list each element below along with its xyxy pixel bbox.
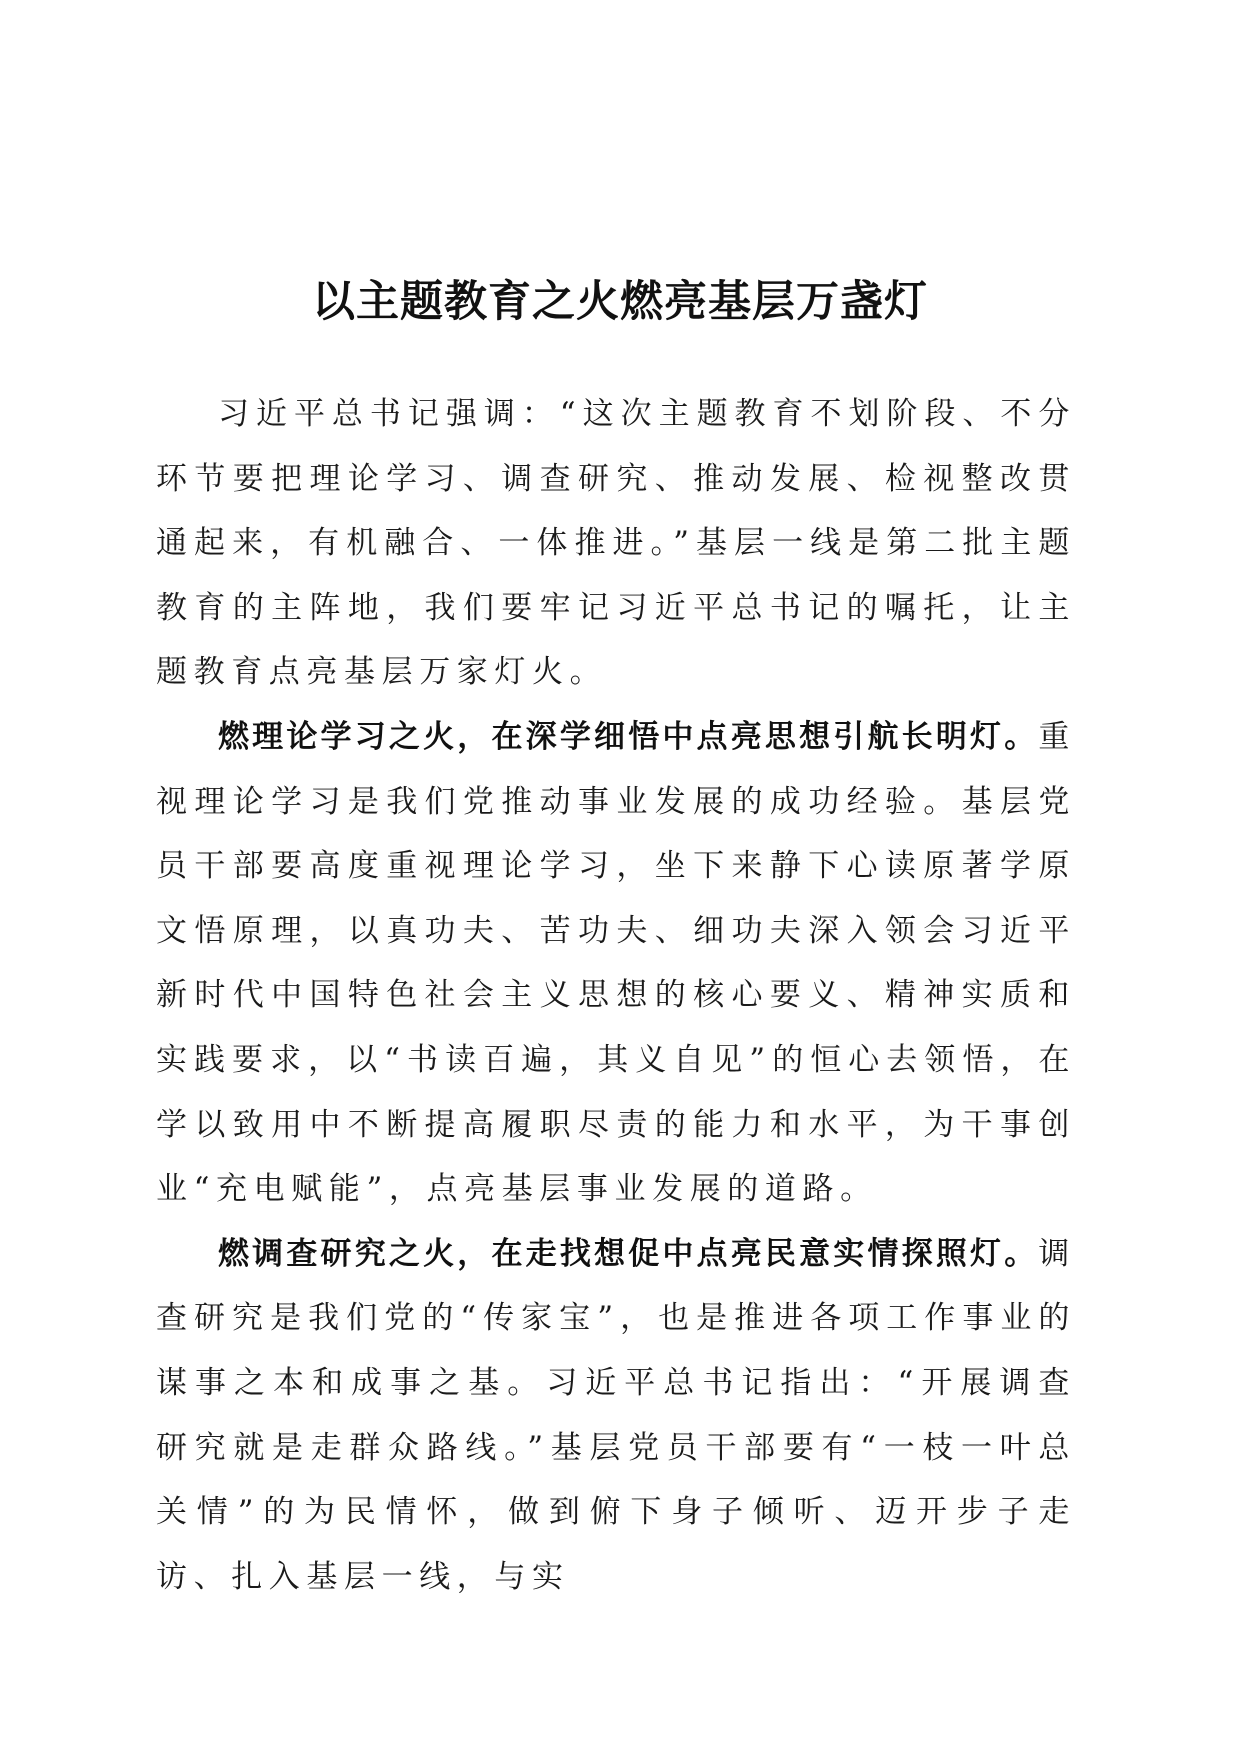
paragraph-intro-text: 习近平总书记强调：“这次主题教育不划阶段、不分环节要把理论学习、调查研究、推动发展、检视整改贯通起来，有机融合、一体推进。”基层一线是第二批主题教育的主阵地，我们要牢记习近平总书记的嘱托，让主题教育点亮基层万家灯火。 [156,396,1076,691]
paragraph-theory-study-heading: 燃理论学习之火，在深学细悟中点亮思想引航长明灯。 [218,718,1039,755]
document-title: 以主题教育之火燃亮基层万盏灯 [312,276,928,327]
paragraph-investigation-heading: 燃调查研究之火，在走找想促中点亮民意实情探照灯。 [218,1235,1039,1272]
paragraph-intro [156,382,1076,705]
paragraph-theory-study [156,705,1076,1222]
paragraph-investigation [156,1222,1076,1610]
document-body [156,382,1076,1609]
paragraph-theory-study-text: 重视理论学习是我们党推动事业发展的成功经验。基层党员干部要高度重视理论学习，坐下来静下心读原著学原文悟原理，以真功夫、苦功夫、细功夫深入领会习近平新时代中国特色社会主义思想的核心要义、精神实质和实践要求，以“书读百遍，其义自见”的恒心去领悟，在学以致用中不断提高履职尽责的能力和水平，为干事创业“充电赋能”，点亮基层事业发展的道路。 [156,718,1076,1208]
paragraph-investigation-text: 调查研究是我们党的“传家宝”，也是推进各项工作事业的谋事之本和成事之基。习近平总书记指出：“开展调查研究就是走群众路线。”基层党员干部要有“一枝一叶总关情”的为民情怀，做到俯下身子倾听、迈开步子走访、扎入基层一线，与实 [156,1235,1076,1595]
